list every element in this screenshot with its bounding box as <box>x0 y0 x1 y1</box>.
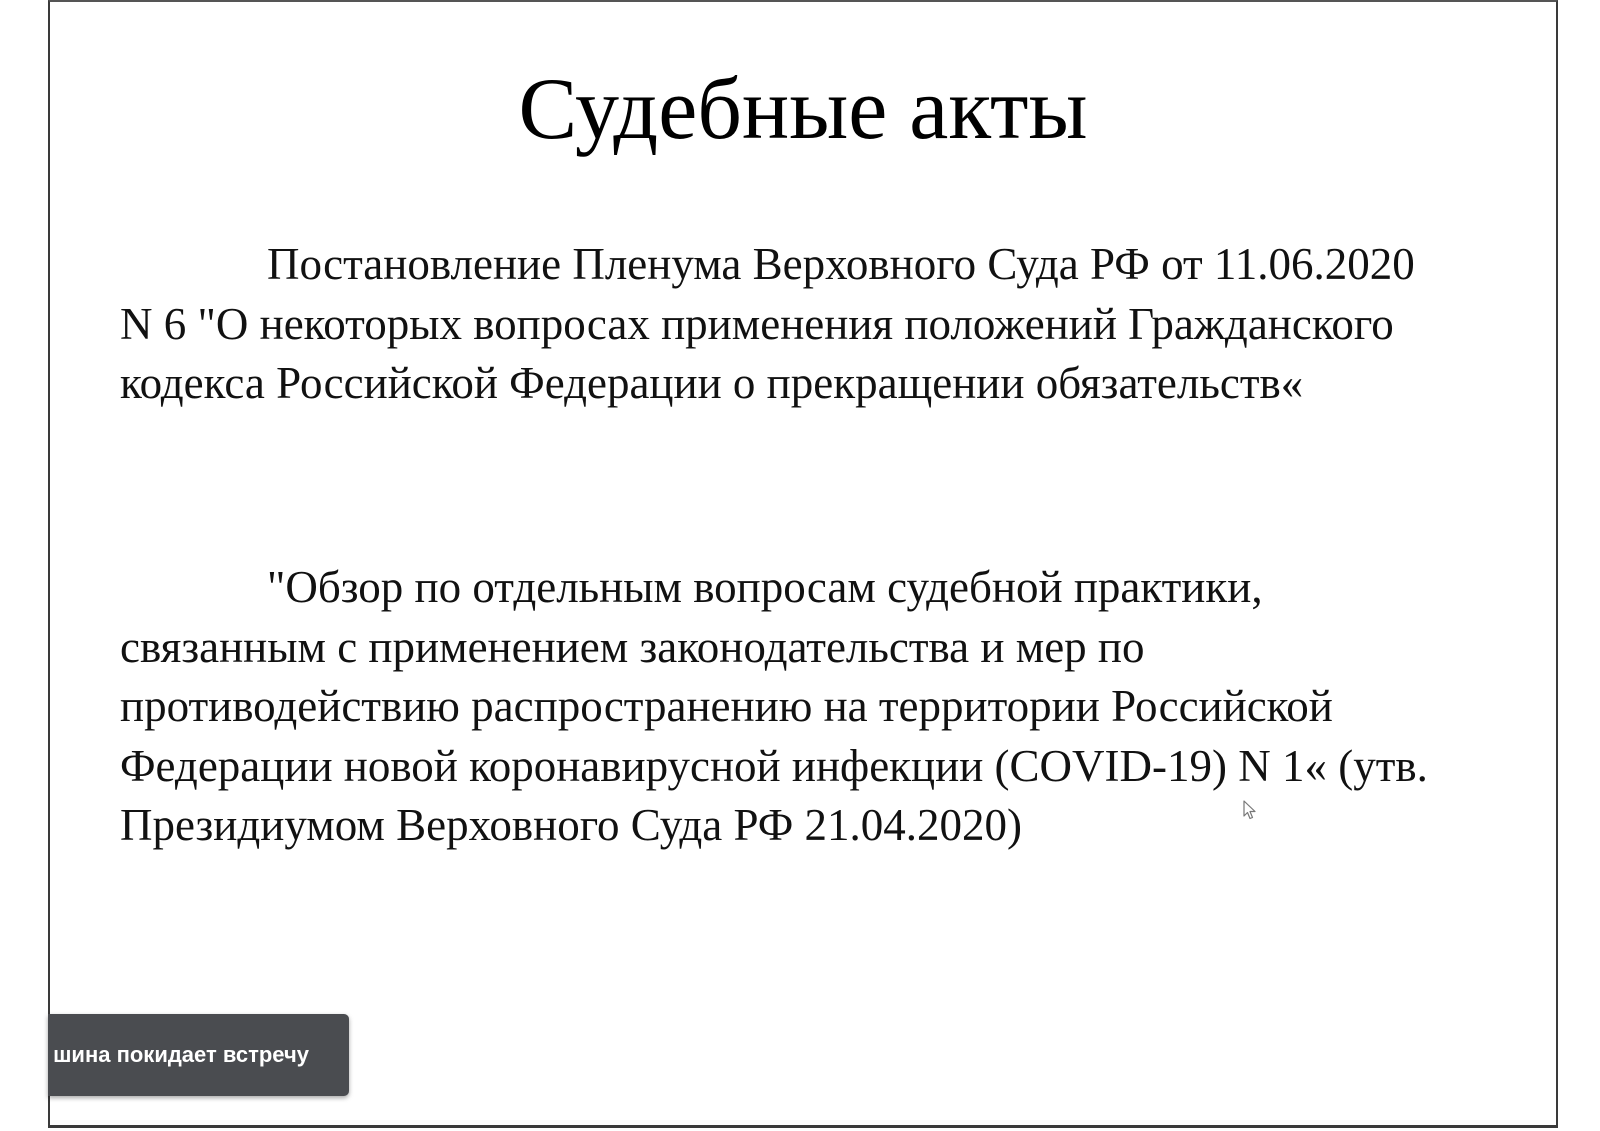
presentation-slide <box>48 0 1558 1128</box>
notification-text: шина покидает встречу <box>53 1042 309 1067</box>
slide-paragraph-2: "Обзор по отдельным вопросам судебной практики, связанным с применением законодательства и мер по противодействию распространению на территории Российской Федерации новой коронавирусной инфекции (COVID-19) N 1« (утв. Президиумом Верховного Суда РФ 21.04.2020) <box>120 562 1428 850</box>
mouse-pointer-icon <box>1243 800 1257 820</box>
participant-left-notification <box>48 1014 349 1096</box>
slide-title: Судебные акты <box>518 61 1088 158</box>
slide-paragraph-1: Постановление Пленума Верховного Суда РФ от 11.06.2020 N 6 "О некоторых вопросах применения положений Гражданского кодекса Российской Федерации о прекращении обязательств« <box>120 239 1415 408</box>
